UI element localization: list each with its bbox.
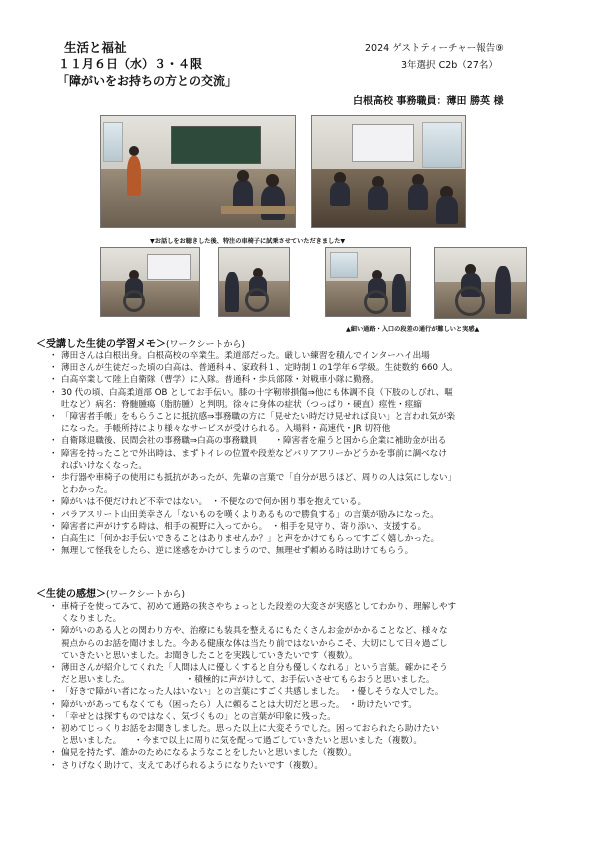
memo-title-text: ＜受講した生徒の学習メモ＞ [36, 339, 166, 350]
impression-item: ・ 障がいがあってもなくても（困ったら）人に頼ることは大切だと思った。 ・助けたいです。 [52, 699, 572, 711]
impression-item: ・ さりげなく助けて、支えてあげられるようになりたいです（複数）。 [52, 760, 572, 772]
memo-item: ・ 30 代の頃、白高柔道部 OB としてお手伝い。膝の十字靭帯損傷⇒他にも体調不良（下肢のしびれ、嘔 吐など）病名：脊髄腫瘍（脂肪腫）と判明。徐々に身体の症状（つっぱり・硬直）痙性・痙縮 [52, 387, 572, 411]
impression-item: ・ 偏見を持たず、誰かのためになるようなことをしたいと思いました（複数）。 [52, 747, 572, 759]
memo-item: ・ 障がいは不便だけれど不幸ではない。 ・不便なので何か困り事を抱えている。 [52, 496, 572, 508]
memo-item: ・ 障害者に声がけする時は、相手の視野に入ってから。 ・相手を見守り、寄り添い、支援する。 [52, 521, 572, 533]
memo-title-note: (ワークシートから) [166, 340, 246, 350]
memo-item: ・ 無理して怪我をしたら、逆に迷惑をかけてしまうので、無理せず頼める時は助けてもらう。 [52, 545, 572, 557]
impressions-title-note: (ワークシートから) [106, 590, 186, 600]
memo-item: ・ 白高生に「何かお手伝いできることはありませんか？」と声をかけてもらってすごく嬉しかった。 [52, 533, 572, 545]
report-number: 2024 ゲストティーチャー報告⑨ [365, 43, 504, 54]
impression-item: ・ 薄田さんが紹介してくれた「人間は人に優しくすると自分も優しくなれる」という言葉。確かにそう だと思いました。 ・積極的に声がけして、お手伝いさせてもらおうと思いました。 [52, 662, 572, 686]
photo-caption-top: ▼お話しをお聴きした後、特注の車椅子に試乗させていただきました▼ [150, 238, 346, 245]
photo-classroom-students [311, 115, 466, 228]
photo-wheelchair-4 [434, 247, 527, 319]
impression-item: ・ 「幸せとは探すものではなく、気づくもの」との言葉が印象に残った。 [52, 711, 572, 723]
memo-item: ・ 障害を持ったことで外出時は、まずトイレの位置や段差などバリアフリーかどうかを事前に調べなけ ればいけなくなった。 [52, 448, 572, 472]
photo-caption-bottom: ▲細い通路・入口の段差の通行が難しいと実感▲ [346, 326, 480, 333]
lesson-date: １１月６日（水）３・４限 [58, 57, 203, 71]
memo-item: ・ 薄田さんが生徒だった頃の白高は、普通科４、家政科１、定時制１の1学年６学級。生徒数約 660 人。 [52, 362, 572, 374]
memo-list [52, 350, 572, 557]
memo-item: ・ 「障害者手帳」をもらうことに抵抗感⇒事務職の方に「見せたい時だけ見せれば良い」と言われ気が楽 になった。手帳所持により様々なサービスが受けられる。入場料・高速代・JR 切符他 [52, 411, 572, 435]
memo-item: ・ 白高卒業して陸上自衛隊（曹学）に入隊。普通科・歩兵部隊・対戦車小隊に勤務。 [52, 374, 572, 386]
photo-lecture-front [100, 115, 296, 228]
class-info: 3年選択 C2b（27名） [401, 60, 498, 71]
memo-item: ・ 歩行器や車椅子の使用にも抵抗があったが、先輩の言葉で「自分が思うほど、周りの人は気にしない」 とわかった。 [52, 472, 572, 496]
guest-teacher: 白根高校 事務職員：薄田 勝英 様 [353, 96, 504, 107]
photo-wheelchair-3 [325, 247, 411, 317]
lesson-topic: 「障がいをお持ちの方との交流」 [57, 74, 238, 88]
impressions-list [52, 601, 572, 772]
impressions-title-text: ＜生徒の感想＞ [36, 589, 106, 600]
memo-item: ・ パラアスリート山田美幸さん「ないものを嘆くよりあるもので勝負する」の言葉が励みになった。 [52, 509, 572, 521]
impression-item: ・ 初めてじっくりお話をお聞きしました。思った以上に大変そうでした。困っておられたら助けたい と思いました。 ・今まで以上に周りに気を配って過ごしていきたいと思いました（複数）。 [52, 723, 572, 747]
memo-item: ・ 自衛隊退職後、民間会社の事務職⇒白高の事務職員 ・障害者を雇うと国から企業に補助金が出る [52, 435, 572, 447]
impression-item: ・ 車椅子を使ってみて、初めて通路の狭さやちょっとした段差の大変さが実感としてわかり、理解しやす くなりました。 [52, 601, 572, 625]
memo-item: ・ 薄田さんは白根出身。白根高校の卒業生。柔道部だった。厳しい練習を積んでインターハイ出場 [52, 350, 572, 362]
impressions-section-title [36, 585, 185, 600]
subject-title: 生活と福祉 [64, 40, 127, 55]
impression-item: ・ 障がいのある人との関わり方や、治療にも装具を整えるにもたくさんお金がかかることなど、様々な 視点からのお話を聞けました。今ある健康な体は当たり前ではないからこそ、大切にして日々過ごし ていきたいと思いました。お聞きしたことを実践していきたいです（複数）。 [52, 625, 572, 662]
memo-section-title [36, 335, 245, 350]
photo-wheelchair-2 [218, 247, 290, 317]
impression-item: ・ 「好きで障がい者になった人はいない」との言葉にすごく共感しました。 ・優しそうな人でした。 [52, 686, 572, 698]
photo-wheelchair-1 [100, 247, 200, 317]
